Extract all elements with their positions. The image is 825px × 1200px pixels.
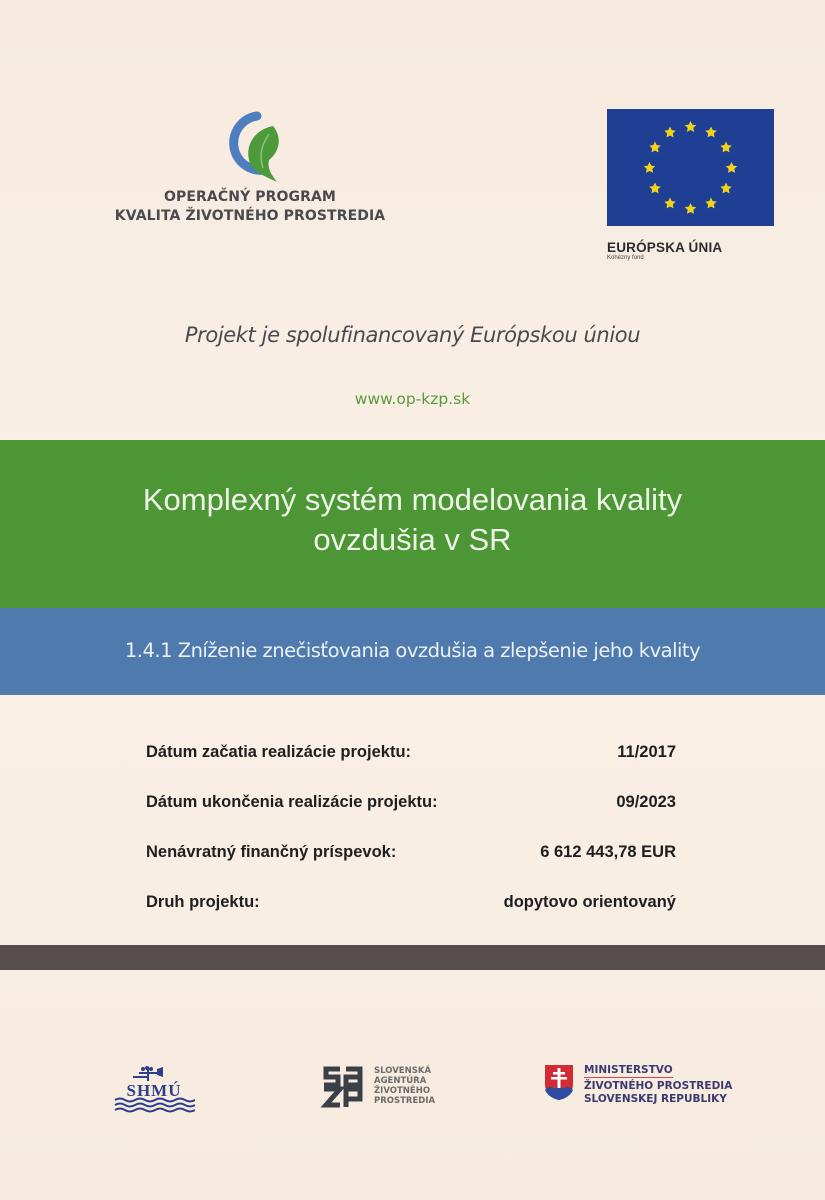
eu-logo xyxy=(607,109,774,261)
info-value: 6 612 443,78 EUR xyxy=(540,843,676,861)
website-link[interactable]: www.op-kzp.sk xyxy=(354,390,471,408)
project-title xyxy=(0,480,825,560)
info-value: dopytovo orientovaný xyxy=(503,893,676,911)
ministry-logo xyxy=(544,1064,732,1106)
ministry-line1: MINISTERSTVO xyxy=(584,1064,673,1076)
slovak-coat-of-arms-icon xyxy=(544,1064,574,1101)
measure-title: 1.4.1 Zníženie znečisťovania ovzdušia a zlepšenie jeho kvality xyxy=(124,639,701,662)
sazp-line2: AGENTÚRA xyxy=(374,1076,427,1086)
sazp-logo xyxy=(320,1063,435,1109)
info-row-grant xyxy=(146,843,676,893)
project-title-line1: Komplexný systém modelovania kvality xyxy=(142,482,683,517)
project-title-line2: ovzdušia v SR xyxy=(313,522,512,557)
sazp-logo-icon xyxy=(320,1063,366,1109)
shmu-logo xyxy=(113,1065,195,1118)
eu-flag-icon xyxy=(607,109,774,226)
eu-fund-label: Kohézny fond xyxy=(607,255,644,261)
sazp-line4: PROSTREDIA xyxy=(374,1096,436,1106)
info-value: 09/2023 xyxy=(616,793,676,811)
divider-bar xyxy=(0,945,825,970)
op-kzp-logo xyxy=(100,108,400,226)
eu-label: EURÓPSKA ÚNIA xyxy=(607,240,723,255)
ministry-line3: SLOVENSKEJ REPUBLIKY xyxy=(584,1093,727,1105)
project-info-table xyxy=(146,743,676,943)
svg-text:SHMÚ: SHMÚ xyxy=(126,1081,182,1100)
info-label: Nenávratný finančný príspevok: xyxy=(146,843,397,861)
ministry-name xyxy=(584,1064,732,1106)
info-label: Druh projektu: xyxy=(146,893,260,911)
sazp-line3: ŽIVOTNÉHO xyxy=(374,1086,431,1096)
sazp-line1: SLOVENSKÁ xyxy=(374,1066,432,1076)
sazp-name xyxy=(374,1066,435,1106)
op-kzp-leaf-ring-icon xyxy=(217,108,283,184)
ministry-line2: ŽIVOTNÉHO PROSTREDIA xyxy=(584,1080,733,1092)
info-label: Dátum ukončenia realizácie projektu: xyxy=(146,793,438,811)
cofinanced-statement: Projekt je spolufinancovaný Európskou úniou xyxy=(184,323,641,347)
program-name-line1: OPERAČNÝ PROGRAM xyxy=(164,189,336,205)
info-value: 11/2017 xyxy=(617,743,676,761)
info-row-project-type xyxy=(146,893,676,943)
shmu-logo-icon xyxy=(113,1065,195,1113)
info-label: Dátum začatia realizácie projektu: xyxy=(146,743,412,761)
info-row-end-date xyxy=(146,793,676,843)
program-name-line2: KVALITA ŽIVOTNÉHO PROSTREDIA xyxy=(114,208,386,224)
info-row-start-date xyxy=(146,743,676,793)
